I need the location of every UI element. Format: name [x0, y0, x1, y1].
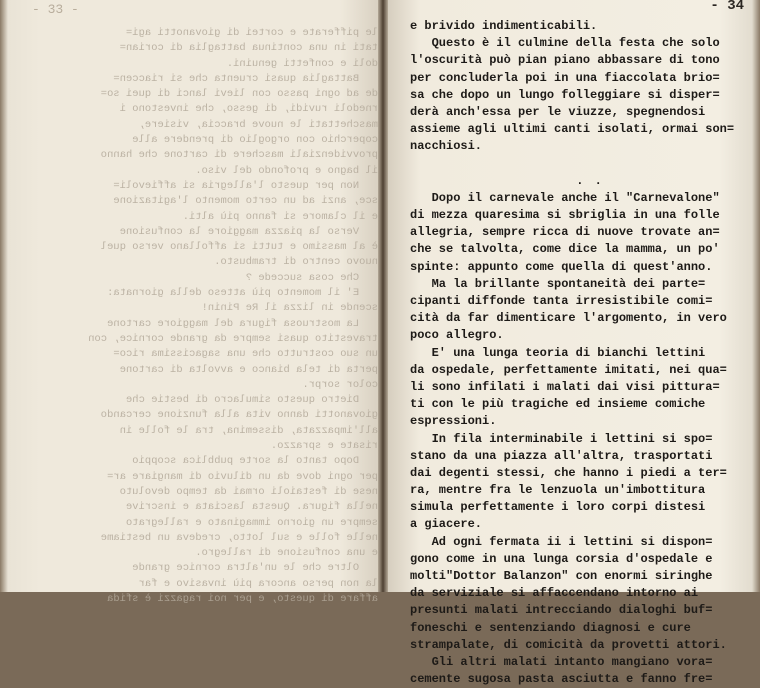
bleed-line: color sorpr.	[302, 378, 378, 391]
text-line: da serviziale si affaccendano intorno ai	[410, 586, 699, 601]
bleed-line: perta di tela bianco e avvolta di cartone	[119, 363, 378, 376]
bleed-through-text	[26, 26, 378, 607]
bleed-line: provvidenziali maschere di cartone che hanno	[100, 149, 378, 162]
text-line: presunti malati intrecciando dialoghi buf=	[410, 603, 713, 618]
text-line: cemente sugosa pasta asciutta e fanno fre=	[410, 672, 713, 687]
left-page-number: - 33 -	[32, 2, 79, 17]
bleed-line: Oltre che le un'altra cornice grande	[132, 562, 378, 575]
bleed-line: un suo costrutto che una sagacissima rico=	[113, 348, 378, 361]
text-line: strampalate, di comicità da provetti attori.	[410, 637, 727, 652]
bleed-line: scende in lizza il Re Pinin!	[201, 302, 378, 315]
text-line: sa che dopo un lungo folleggiare si disper=	[410, 87, 720, 102]
text-line: li sono infilati i malati dai visi pittura=	[410, 379, 720, 394]
bleed-line: coperchio con orgoglio di prendere alle	[132, 134, 378, 147]
text-line: derà anch'essa per le viuzze, spegnendosi	[410, 104, 706, 119]
bleed-line: giovanotti danno vita alla funzione cercando	[100, 409, 378, 422]
bleed-line: nella figura. Questa lasciata e inscrive	[125, 501, 378, 514]
text-line: Dopo il carnevale anche il "Carnevalone"	[410, 190, 720, 205]
book-gutter	[378, 0, 388, 592]
bleed-line: risate e sprazzo.	[270, 440, 378, 453]
text-line: allegria, sempre ricca di nuove trovate an=	[410, 225, 720, 240]
bleed-line: per ogni dove da un diluvio di mangiare ar=	[107, 470, 378, 483]
bleed-line: tati in una continua battaglia di corian=	[119, 42, 378, 55]
text-line: e brivido indimenticabili.	[410, 19, 598, 33]
text-line: che se talvolta, come dice la mamma, un po'	[410, 242, 720, 257]
text-line: l'oscurità può pian piano abbassare di tono	[410, 53, 720, 68]
text-line: molti"Dottor Balanzon" con enormi siringhe	[410, 569, 713, 583]
section-separator: . .	[576, 173, 604, 188]
right-page	[388, 0, 752, 687]
bleed-line: maschettati le nuove braccia, visiere,	[138, 118, 378, 131]
bleed-line: il bagno e profondo del viso.	[195, 164, 378, 177]
text-line: per concluderla poi in una fiaccolata brio=	[410, 70, 720, 85]
bleed-line: e il clamore si fanno più alti.	[182, 210, 378, 223]
bleed-line: nelle folle e sul lotto, credeva un bestiame	[100, 531, 378, 544]
bleed-line: nuovo centro di trambusto.	[214, 256, 378, 269]
bleed-line: Dopo tanto la sorte pubblica scoppio	[132, 455, 378, 468]
bleed-line: La mostruosa figura del maggiore cartone	[107, 317, 378, 330]
text-line: da ospedale, perfettamente imitati, nei qua=	[410, 362, 727, 377]
bleed-line: la non perso ancora più invasivo e far	[138, 577, 378, 590]
bleed-line: è al massimo e tutti si affollano verso quel	[100, 241, 378, 254]
bleed-line: all'impazzata, dissemina, tra le folle in	[119, 424, 378, 437]
text-line: Ma la brillante spontaneità dei parte=	[410, 276, 706, 291]
text-line: nacchiosi.	[410, 139, 483, 154]
text-line: E' una lunga teoria di bianchi lettini	[410, 345, 706, 360]
text-line: poco allegro.	[410, 328, 504, 343]
typewritten-text	[410, 18, 750, 688]
bleed-line: nese di festaioli ormai da tempo devoluto	[119, 485, 378, 498]
bleed-line: travestito quasi sempre da grande cornice, con	[88, 332, 378, 345]
bleed-line: sce, anzi ad un certo momento l'agitazione	[113, 195, 378, 208]
text-line: cipanti diffonde tanta irresistibile comi=	[410, 294, 713, 308]
bleed-line: affare di questo, e per noi ragazzi è sfida	[107, 592, 378, 605]
text-line: Questo è il culmine della festa che solo	[410, 36, 720, 51]
bleed-line: le pifferate e cortei di giovanotti agi=	[125, 27, 378, 39]
text-line: di mezza quaresima si sbriglia in una folle	[410, 208, 720, 223]
left-page	[8, 0, 378, 605]
text-line: Gli altri malati intanto mangiano vora=	[410, 654, 713, 669]
text-line	[410, 156, 750, 173]
text-line: espressioni.	[410, 414, 497, 429]
text-line: spinte: appunto come quella di quest'anno.	[410, 259, 713, 274]
text-line: gono come in una lunga corsia d'ospedale e	[410, 551, 713, 566]
bleed-line: e una confusione di rallegro.	[195, 547, 378, 560]
bleed-line: Dietro questo simulacro di bestie che	[125, 394, 378, 407]
text-line: Ad ogni fermata ii i lettini si dispon=	[410, 534, 713, 549]
text-line: stano da una piazza all'altra, trasportati	[410, 448, 713, 463]
text-line: cità da far dimenticare l'argomento, in vero	[410, 311, 727, 326]
text-line: ra, mentre fra le lenzuola un'imbottitura	[410, 483, 706, 498]
text-line: foneschi e sentenziando diagnosi e cure	[410, 620, 691, 635]
bleed-line: Verso la piazza maggiore la confusione	[119, 225, 378, 238]
bleed-line: Non per questo l'allegria si affievoli=	[113, 179, 378, 192]
bleed-line: Che cosa succede ?	[245, 271, 378, 284]
bleed-line: de ad ogni passo con lievi lanci di quei so=	[100, 88, 378, 101]
text-line: assieme agli ultimi canti isolati, ormai son=	[410, 122, 735, 137]
text-line: In fila interminabile i lettini si spo=	[410, 431, 713, 446]
text-line: simula perfettamente i loro corpi distesi	[410, 500, 706, 515]
text-line: dai degenti stessi, che hanno i piedi a ter=	[410, 465, 727, 480]
bleed-line: rnedoli ruvidi, di gesso, che investono i	[119, 103, 378, 116]
bleed-line: sempre un giorno immaginato e rallegrato	[125, 516, 378, 529]
text-line: a giacere.	[410, 517, 483, 532]
bleed-line: doli e confetti genuini.	[226, 57, 378, 70]
bleed-line: E' il momento più atteso della giornata:	[107, 287, 378, 300]
bleed-line: Battaglia quasi cruenta che si riaccen=	[113, 72, 378, 85]
right-page-number: - 34	[710, 0, 744, 14]
text-line: ti con le più tragiche ed insieme comiche	[410, 397, 706, 412]
